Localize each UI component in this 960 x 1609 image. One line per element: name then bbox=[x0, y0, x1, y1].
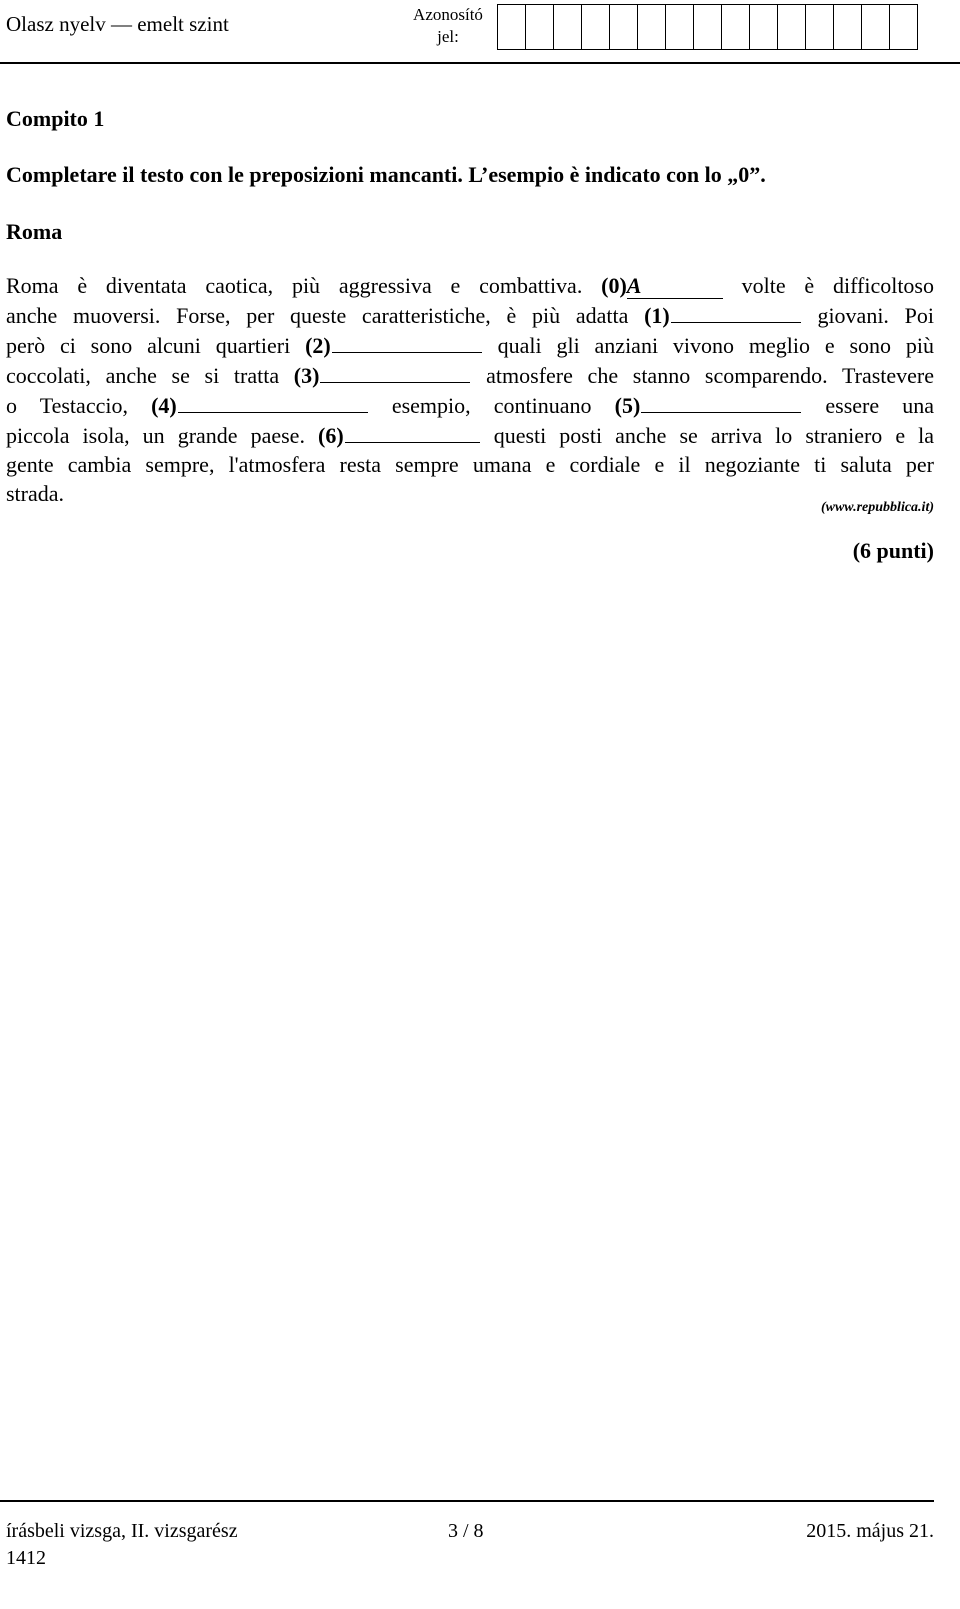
answer-blank-2[interactable] bbox=[332, 330, 482, 353]
passage-text: anche muoversi. Forse, per queste caratteristiche, è più adatta bbox=[6, 303, 629, 328]
footer-code: 1412 bbox=[6, 1547, 46, 1569]
id-box[interactable] bbox=[693, 4, 722, 50]
page-number: 3 / 8 bbox=[448, 1520, 484, 1542]
passage-text: o Testaccio, bbox=[6, 393, 128, 418]
id-box[interactable] bbox=[861, 4, 890, 50]
passage-text: piccola isola, un grande paese. bbox=[6, 423, 305, 448]
footer-divider bbox=[0, 1500, 934, 1502]
passage-line: strada. bbox=[6, 481, 65, 506]
task-title: Compito 1 bbox=[6, 106, 105, 131]
id-box[interactable] bbox=[637, 4, 666, 50]
answer-blank-5[interactable] bbox=[641, 390, 801, 413]
passage-line bbox=[6, 300, 934, 330]
source-citation: (www.repubblica.it) bbox=[820, 500, 934, 515]
passage-line bbox=[6, 390, 934, 420]
passage-line bbox=[6, 330, 934, 360]
id-box[interactable] bbox=[749, 4, 778, 50]
id-box[interactable] bbox=[581, 4, 610, 50]
example-answer: A bbox=[627, 274, 723, 299]
exam-title: Olasz nyelv — emelt szint bbox=[6, 12, 229, 36]
passage-text: questi posti anche se arriva lo straniero e la bbox=[493, 423, 935, 448]
gap-label-6: (6) bbox=[318, 423, 344, 448]
passage-line bbox=[6, 420, 934, 450]
passage-text: volte è difficoltoso bbox=[741, 273, 934, 298]
id-label-line2: jel: bbox=[437, 27, 459, 46]
id-box[interactable] bbox=[777, 4, 806, 50]
id-box[interactable] bbox=[889, 4, 918, 50]
gap-label-2: (2) bbox=[305, 333, 331, 358]
passage-text: però ci sono alcuni quartieri bbox=[6, 333, 291, 358]
cloze-passage bbox=[6, 271, 934, 508]
points-value: (6 punti) bbox=[852, 538, 934, 563]
gap-label-4: (4) bbox=[151, 393, 177, 418]
task-instruction: Completare il testo con le preposizioni mancanti. L’esempio è indicato con lo „0”. bbox=[6, 162, 766, 187]
id-label-line1: Azonosító bbox=[413, 5, 483, 24]
answer-blank-3[interactable] bbox=[320, 360, 470, 383]
answer-blank-4[interactable] bbox=[178, 390, 368, 413]
passage-text: esempio, continuano bbox=[391, 393, 592, 418]
answer-blank-1[interactable] bbox=[671, 300, 801, 323]
text-title: Roma bbox=[6, 219, 63, 244]
gap-label-1: (1) bbox=[644, 303, 670, 328]
passage-text: essere una bbox=[825, 393, 935, 418]
footer-exam-part: írásbeli vizsga, II. vizsgarész bbox=[6, 1520, 238, 1542]
id-box[interactable] bbox=[665, 4, 694, 50]
page-header bbox=[0, 0, 960, 64]
passage-line bbox=[6, 271, 934, 300]
passage-text: Roma è diventata caotica, più aggressiva e combattiva. bbox=[6, 273, 583, 298]
passage-line bbox=[6, 360, 934, 390]
answer-blank-6[interactable] bbox=[345, 420, 480, 443]
passage-text: atmosfere che stanno scomparendo. Trastevere bbox=[486, 363, 935, 388]
id-box[interactable] bbox=[833, 4, 862, 50]
passage-text: quali gli anziani vivono meglio e sono più bbox=[497, 333, 934, 358]
id-code-boxes bbox=[498, 4, 918, 50]
gap-label-0: (0) bbox=[601, 273, 627, 298]
id-box[interactable] bbox=[721, 4, 750, 50]
id-box[interactable] bbox=[805, 4, 834, 50]
id-box[interactable] bbox=[609, 4, 638, 50]
passage-text: giovani. Poi bbox=[817, 303, 934, 328]
id-box[interactable] bbox=[553, 4, 582, 50]
id-box[interactable] bbox=[497, 4, 526, 50]
id-label bbox=[408, 4, 488, 48]
footer-date: 2015. május 21. bbox=[806, 1520, 934, 1542]
passage-text: coccolati, anche se si tratta bbox=[6, 363, 280, 388]
passage-line: gente cambia sempre, l'atmosfera resta sempre umana e cordiale e il negoziante ti saluta per bbox=[6, 452, 934, 477]
id-box[interactable] bbox=[525, 4, 554, 50]
header-divider bbox=[0, 62, 960, 64]
gap-label-5: (5) bbox=[614, 393, 641, 418]
gap-label-3: (3) bbox=[293, 363, 320, 388]
